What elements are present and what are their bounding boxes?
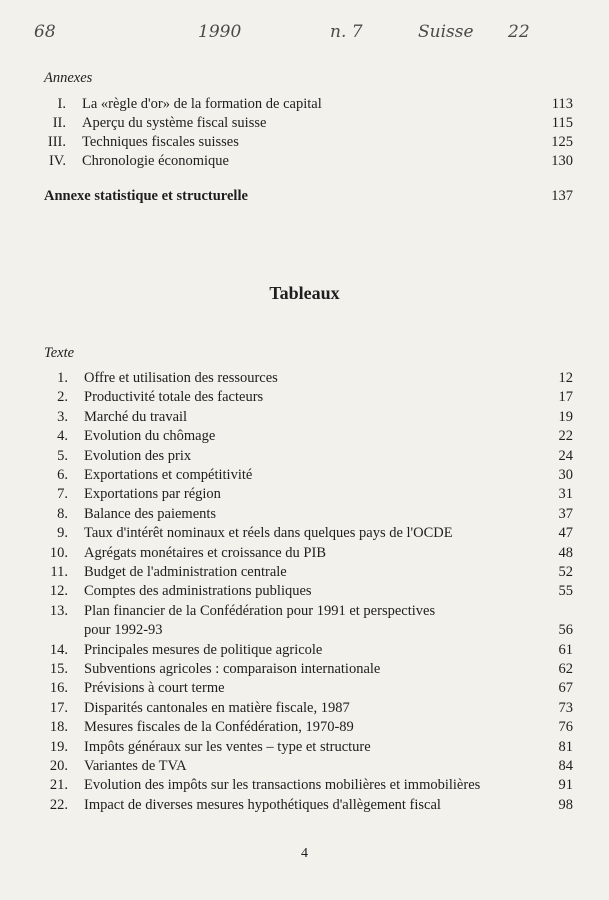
toc-row [0,524,609,542]
toc-page: 84 [558,758,573,774]
toc-row [0,699,609,717]
toc-title: Productivité totale des facteurs [84,389,264,406]
toc-row [0,114,609,132]
toc-number: 18. [49,719,68,736]
toc-title: Marché du travail [84,408,188,425]
handwritten-note: Suisse [418,22,474,42]
toc-title: Prévisions à court terme [84,680,225,697]
toc-number: 11. [50,564,68,580]
toc-row [0,447,609,465]
toc-number: 3. [57,408,68,425]
tableaux-title: Tableaux [269,283,340,303]
toc-page: 67 [558,680,573,697]
toc-title: Subventions agricoles : comparaison internationale [84,661,381,677]
page-number: 4 [301,846,308,861]
toc-number: 16. [49,680,68,697]
toc-row [0,602,609,620]
toc-row [0,679,609,697]
toc-title: Techniques fiscales suisses [82,134,239,150]
toc-number: 1. [57,370,68,386]
toc-number: 15. [49,661,68,677]
annexes-heading: Annexes [44,70,93,86]
toc-row [0,485,609,503]
toc-title: pour 1992-93 [84,622,163,639]
toc-title: Variantes de TVA [84,758,187,774]
handwritten-note: 68 [34,22,56,42]
toc-title: La «règle d'or» de la formation de capital [82,96,322,112]
toc-title: Offre et utilisation des ressources [84,370,278,386]
annex-stat-page: 137 [551,188,573,204]
handwritten-note: 22 [508,22,530,42]
toc-title: Impôts généraux sur les ventes – type et structure [84,738,371,755]
toc-row [0,718,609,736]
toc-row [0,641,609,659]
handwritten-note: 1990 [198,22,242,42]
toc-title: Evolution des impôts sur les transactions mobilières et immobilières [84,777,481,794]
toc-number: 7. [57,486,68,503]
toc-number: 5. [57,447,68,464]
toc-page: 52 [558,564,573,580]
toc-row [0,152,609,170]
toc-row [0,544,609,562]
toc-page: 19 [558,408,573,425]
toc-row [0,95,609,113]
toc-title: Agrégats monétaires et croissance du PIB [84,544,326,561]
toc-row [0,582,609,600]
toc-row [0,757,609,775]
toc-page: 37 [558,505,573,522]
toc-row [0,408,609,426]
toc-page: 30 [558,467,573,483]
toc-row [0,738,609,756]
handwritten-note: n. 7 [330,22,363,42]
toc-row [0,776,609,794]
toc-page: 125 [551,134,573,150]
toc-number: 8. [57,505,68,522]
toc-title: Exportations et compétitivité [84,467,253,483]
toc-row [0,563,609,581]
toc-page: 61 [558,641,573,658]
toc-page: 62 [558,661,573,677]
toc-number: 13. [49,602,68,619]
toc-number: 4. [57,428,68,445]
toc-number: IV. [48,153,66,169]
toc-number: 14. [49,641,68,658]
toc-row [0,796,609,814]
toc-number: 19. [49,738,68,755]
toc-page: 115 [551,115,573,131]
toc-title: Principales mesures de politique agricole [84,641,323,658]
toc-page: 113 [551,96,573,112]
toc-row [0,427,609,445]
toc-row [0,621,609,639]
toc-number: II. [52,115,66,131]
toc-title: Budget de l'administration centrale [84,564,287,580]
toc-number: III. [47,134,66,150]
toc-page: 31 [558,486,573,503]
toc-page: 91 [558,777,573,794]
toc-title: Impact de diverses mesures hypothétiques d'allègement fiscal [84,796,441,813]
toc-title: Exportations par région [84,486,221,503]
toc-number: 12. [49,583,68,600]
toc-page: 76 [558,719,573,736]
toc-title: Plan financier de la Confédération pour 1991 et perspectives [84,602,436,619]
toc-number: 22. [49,796,68,813]
handwritten-annotation [30,22,579,52]
toc-title: Aperçu du système fiscal suisse [82,115,267,131]
toc-page: 98 [558,796,573,813]
toc-number: 9. [57,525,68,542]
toc-number: 17. [49,699,68,716]
toc-row [0,388,609,406]
toc-row [0,133,609,151]
toc-page: 56 [558,622,573,639]
toc-title: Disparités cantonales en matière fiscale, 1987 [84,699,350,716]
toc-title: Mesures fiscales de la Confédération, 1970-89 [84,719,354,736]
annex-stat-row [0,187,609,205]
toc-row [0,466,609,484]
toc-page: 12 [558,370,573,386]
toc-number: 10. [49,544,68,561]
toc-title: Evolution des prix [84,447,192,464]
toc-number: 2. [57,389,68,406]
toc-row [0,369,609,387]
toc-page: 22 [558,428,573,445]
toc-number: 6. [57,467,68,483]
texte-subheading: Texte [44,345,75,361]
toc-row [0,660,609,678]
toc-page: 47 [558,525,573,542]
toc-title: Balance des paiements [84,505,217,522]
toc-number: I. [57,96,66,112]
toc-title: Evolution du chômage [84,428,216,445]
toc-number: 21. [49,777,68,794]
toc-page: 55 [558,583,573,600]
toc-page: 73 [558,699,573,716]
toc-page: 17 [558,389,573,406]
toc-title: Taux d'intérêt nominaux et réels dans quelques pays de l'OCDE [84,525,453,542]
toc-title: Comptes des administrations publiques [84,583,312,600]
toc-page: 81 [558,738,573,755]
toc-page: 24 [558,447,573,464]
toc-page: 130 [551,153,573,169]
toc-row [0,505,609,523]
toc-number: 20. [49,758,68,774]
toc-title: Chronologie économique [82,153,229,169]
annex-stat-label: Annexe statistique et structurelle [44,188,248,204]
toc-page: 48 [558,544,573,561]
